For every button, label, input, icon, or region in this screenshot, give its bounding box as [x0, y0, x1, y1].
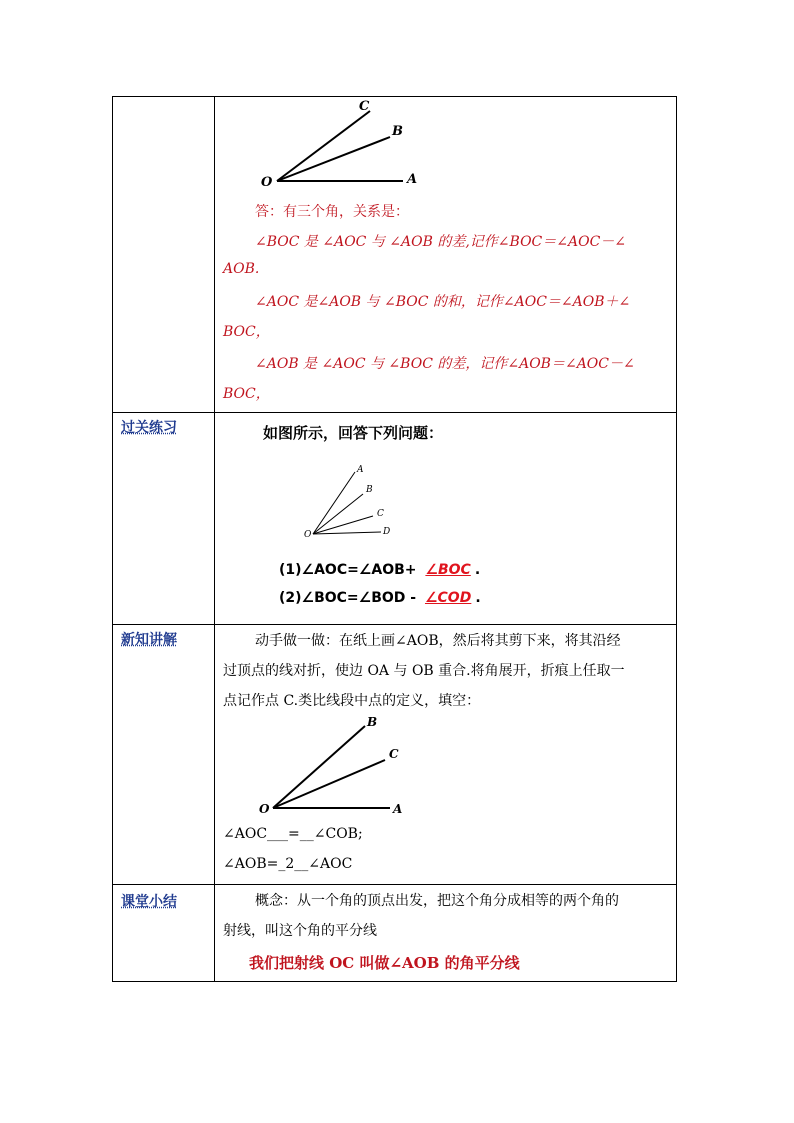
activity-line-3: 点记作点 C.类比线段中点的定义，填空：	[223, 693, 481, 709]
answer-2: ∠COD	[424, 590, 472, 606]
label-b: B	[366, 485, 373, 495]
label-o: O	[259, 802, 270, 816]
row1-content	[215, 97, 676, 412]
row2-content	[215, 412, 676, 624]
label-d: D	[383, 527, 391, 537]
fill-blank-2: ∠AOB=_2__∠AOC	[223, 856, 353, 872]
relation-2: ∠AOC 是∠AOB 与 ∠BOC 的和，记作∠AOC＝∠AOB＋∠	[255, 294, 631, 310]
label-b: B	[367, 715, 378, 729]
angle-figure-abcd	[303, 462, 423, 552]
practice-question: 如图所示，回答下列问题：	[263, 424, 444, 442]
row3-content	[215, 624, 676, 884]
relation-3-cont: BOC，	[223, 386, 270, 402]
angle-figure-aob-boc	[255, 97, 418, 190]
relation-1-cont: AOB.	[223, 261, 260, 277]
label-a: A	[407, 172, 418, 187]
relation-1: ∠BOC 是 ∠AOC 与 ∠AOB 的差,记作∠BOC＝∠AOC－∠	[255, 234, 627, 250]
lesson-table	[112, 96, 677, 982]
row4-content	[215, 884, 676, 983]
relation-3: ∠AOB 是 ∠AOC 与 ∠BOC 的差，记作∠AOB＝∠AOC－∠	[255, 356, 635, 372]
bisector-conclusion: 我们把射线 OC 叫做∠AOB 的角平分线	[249, 954, 520, 972]
row-label-new-knowledge: 新知讲解	[121, 632, 177, 648]
label-o: O	[261, 175, 273, 190]
label-c: C	[377, 509, 384, 519]
label-c: C	[359, 99, 370, 114]
relation-2-cont: BOC，	[223, 324, 270, 340]
label-a: A	[393, 802, 403, 816]
concept-line-2: 射线，叫这个角的平分线	[223, 923, 377, 939]
row-label-practice: 过关练习	[121, 420, 177, 436]
activity-line-1: 动手做一做：在纸上画∠AOB，然后将其剪下来，将其沿经	[255, 633, 621, 649]
angle-bisector-figure	[255, 716, 415, 816]
activity-line-2: 过顶点的线对折，使边 OA 与 OB 重合.将角展开，折痕上任取一	[223, 663, 625, 679]
practice-q2: (2)∠BOC=∠BOD - ∠COD .	[279, 590, 481, 606]
label-b: B	[392, 124, 403, 139]
concept-line-1: 概念：从一个角的顶点出发，把这个角分成相等的两个角的	[255, 893, 619, 909]
label-a: A	[357, 465, 364, 475]
label-o: O	[304, 530, 312, 540]
practice-q1: (1)∠AOC=∠AOB+ ∠BOC .	[279, 562, 481, 578]
label-c: C	[389, 747, 399, 761]
fill-blank-1: ∠AOC___=__∠COB;	[223, 826, 363, 842]
answer-intro: 答：有三个角，关系是：	[255, 204, 409, 220]
answer-1: ∠BOC	[425, 562, 471, 578]
row-label-summary: 课堂小结	[121, 894, 177, 910]
